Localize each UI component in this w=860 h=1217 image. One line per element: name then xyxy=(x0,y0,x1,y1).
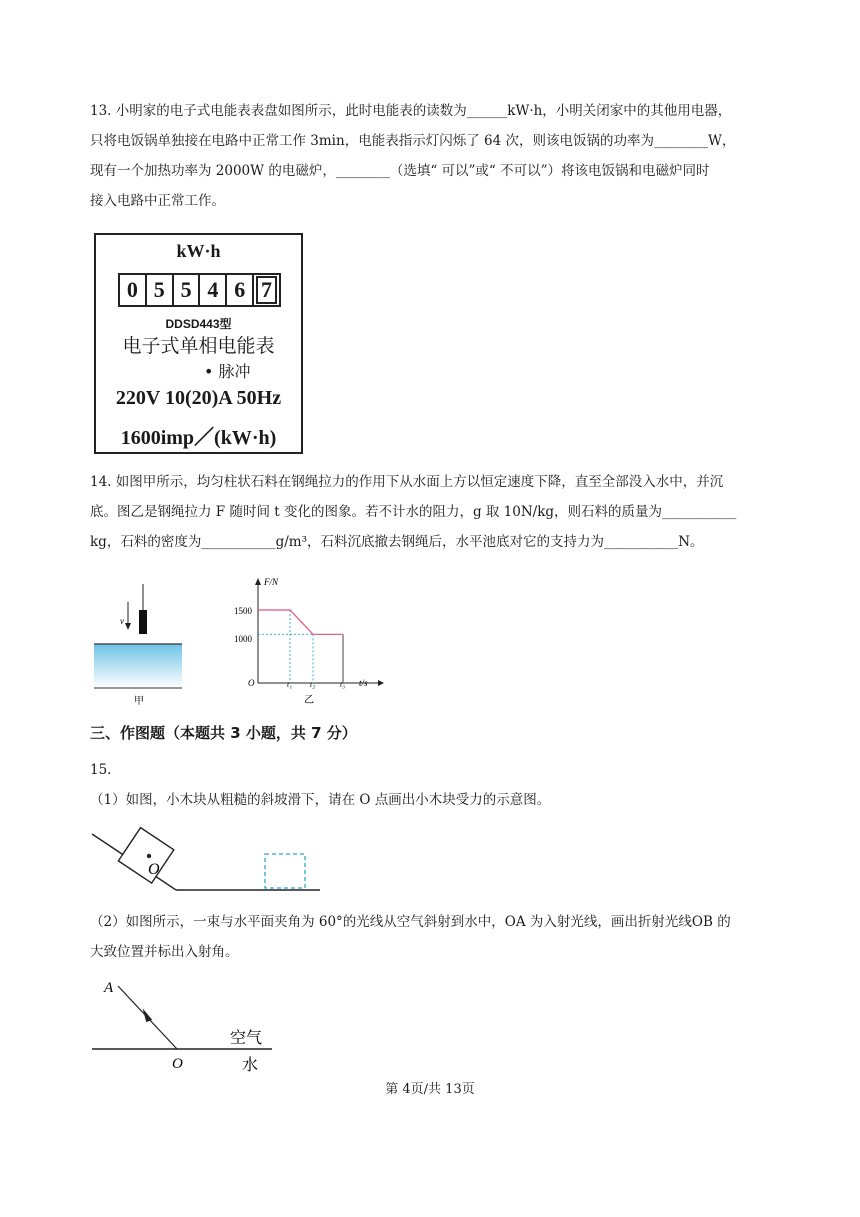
page-footer: 第 4页/共 13页 xyxy=(385,1082,475,1097)
dashed-block-outline xyxy=(265,854,305,888)
question-13 xyxy=(90,96,778,216)
wooden-block xyxy=(118,828,173,883)
q15-part2-line-2: 大致位置并标出入射角。 xyxy=(90,944,239,960)
label-a: A xyxy=(104,980,114,996)
q14-line-2: 底。图乙是钢绳拉力 F 随时间 t 变化的图象。若不计水的阻力，g 取 10N/kg，则石料的质量为___________ xyxy=(90,504,737,520)
meter-title: 电子式单相电能表 xyxy=(122,335,275,357)
point-o-label: O xyxy=(148,861,160,878)
y-axis-arrow xyxy=(255,578,261,585)
q13-line-2: 只将电饭锅单独接在电路中正常工作 3min，电能表指示灯闪烁了 64 次，则该电饭锅的功率为________W， xyxy=(90,133,736,149)
meter-digit: 4 xyxy=(200,275,227,305)
meter-pulse-label: • 脉冲 xyxy=(204,362,251,381)
meter-digit: 5 xyxy=(147,275,174,305)
figure-jia-caption: 甲 xyxy=(134,696,144,707)
velocity-arrow-head xyxy=(125,623,131,630)
x-axis-label: t/s xyxy=(359,678,368,688)
refraction-figure xyxy=(90,972,290,1077)
y-axis-label: F/N xyxy=(264,577,279,587)
label-water: 水 xyxy=(242,1055,259,1074)
incident-ray-arrow xyxy=(143,1008,153,1022)
water-body xyxy=(94,644,182,688)
q15-number: 15. xyxy=(90,762,112,778)
meter-digit-decimal: 7 xyxy=(254,275,279,305)
q14-line-1: 14. 如图甲所示，均匀柱状石料在钢绳拉力的作用下从水面上方以恒定速度下降，直至全部没入水中，并沉 xyxy=(90,474,724,490)
q14-line-3: kg，石料的密度为___________g/m³，石料沉底撤去钢绳后，水平池底对它的支持力为___________N。 xyxy=(90,534,704,550)
x-tick-t1: t₁ xyxy=(287,680,293,689)
meter-unit: kW·h xyxy=(176,241,221,261)
meter-digit: 6 xyxy=(227,275,254,305)
force-line xyxy=(258,610,343,634)
energy-meter-figure xyxy=(94,233,303,454)
velocity-label: v xyxy=(120,616,124,626)
q13-line-4: 接入电路中正常工作。 xyxy=(90,193,225,209)
question-14 xyxy=(90,467,778,557)
q15-part1: （1）如图，小木块从粗糙的斜坡滑下，请在 O 点画出小木块受力的示意图。 xyxy=(90,792,551,808)
meter-spec-voltage: 220V 10(20)A 50Hz xyxy=(115,387,282,409)
figure-jia xyxy=(90,580,190,710)
meter-digit: 5 xyxy=(174,275,201,305)
figure-yi-caption: 乙 xyxy=(304,695,314,706)
q15-part2 xyxy=(90,907,778,967)
meter-digit: 0 xyxy=(120,275,147,305)
y-tick-1500: 1500 xyxy=(234,606,252,616)
q13-line-3: 现有一个加热功率为 2000W 的电磁炉，________（选填“ 可以”或“ 不可以”）将该电饭锅和电磁炉同时 xyxy=(90,163,710,179)
q15-part2-line-1: （2）如图所示，一束与水平面夹角为 60°的光线从空气斜射到水中，OA 为入射光线，画出折射光线OB 的 xyxy=(90,914,731,930)
meter-spec-constant: 1600imp／(kW·h) xyxy=(120,427,277,449)
label-o: O xyxy=(172,1056,183,1072)
x-tick-t2: t₂ xyxy=(310,680,316,689)
q13-line-1: 13. 小明家的电子式电能表表盘如图所示，此时电能表的读数为______kW·h，小明关闭家中的其他用电器， xyxy=(90,103,732,119)
stone-block xyxy=(139,610,147,634)
point-o-dot xyxy=(147,854,151,858)
slope-figure xyxy=(90,822,330,900)
x-tick-t3: t₃ xyxy=(340,680,346,689)
meter-digits xyxy=(118,273,281,307)
y-tick-1000: 1000 xyxy=(234,634,252,644)
figure-yi-graph xyxy=(228,575,388,710)
meter-model: DDSD443型 xyxy=(165,317,232,331)
origin-label: O xyxy=(248,678,255,688)
x-axis-arrow xyxy=(378,680,384,686)
section-3-heading: 三、作图题（本题共 3 小题，共 7 分） xyxy=(90,724,357,742)
label-air: 空气 xyxy=(230,1028,263,1047)
